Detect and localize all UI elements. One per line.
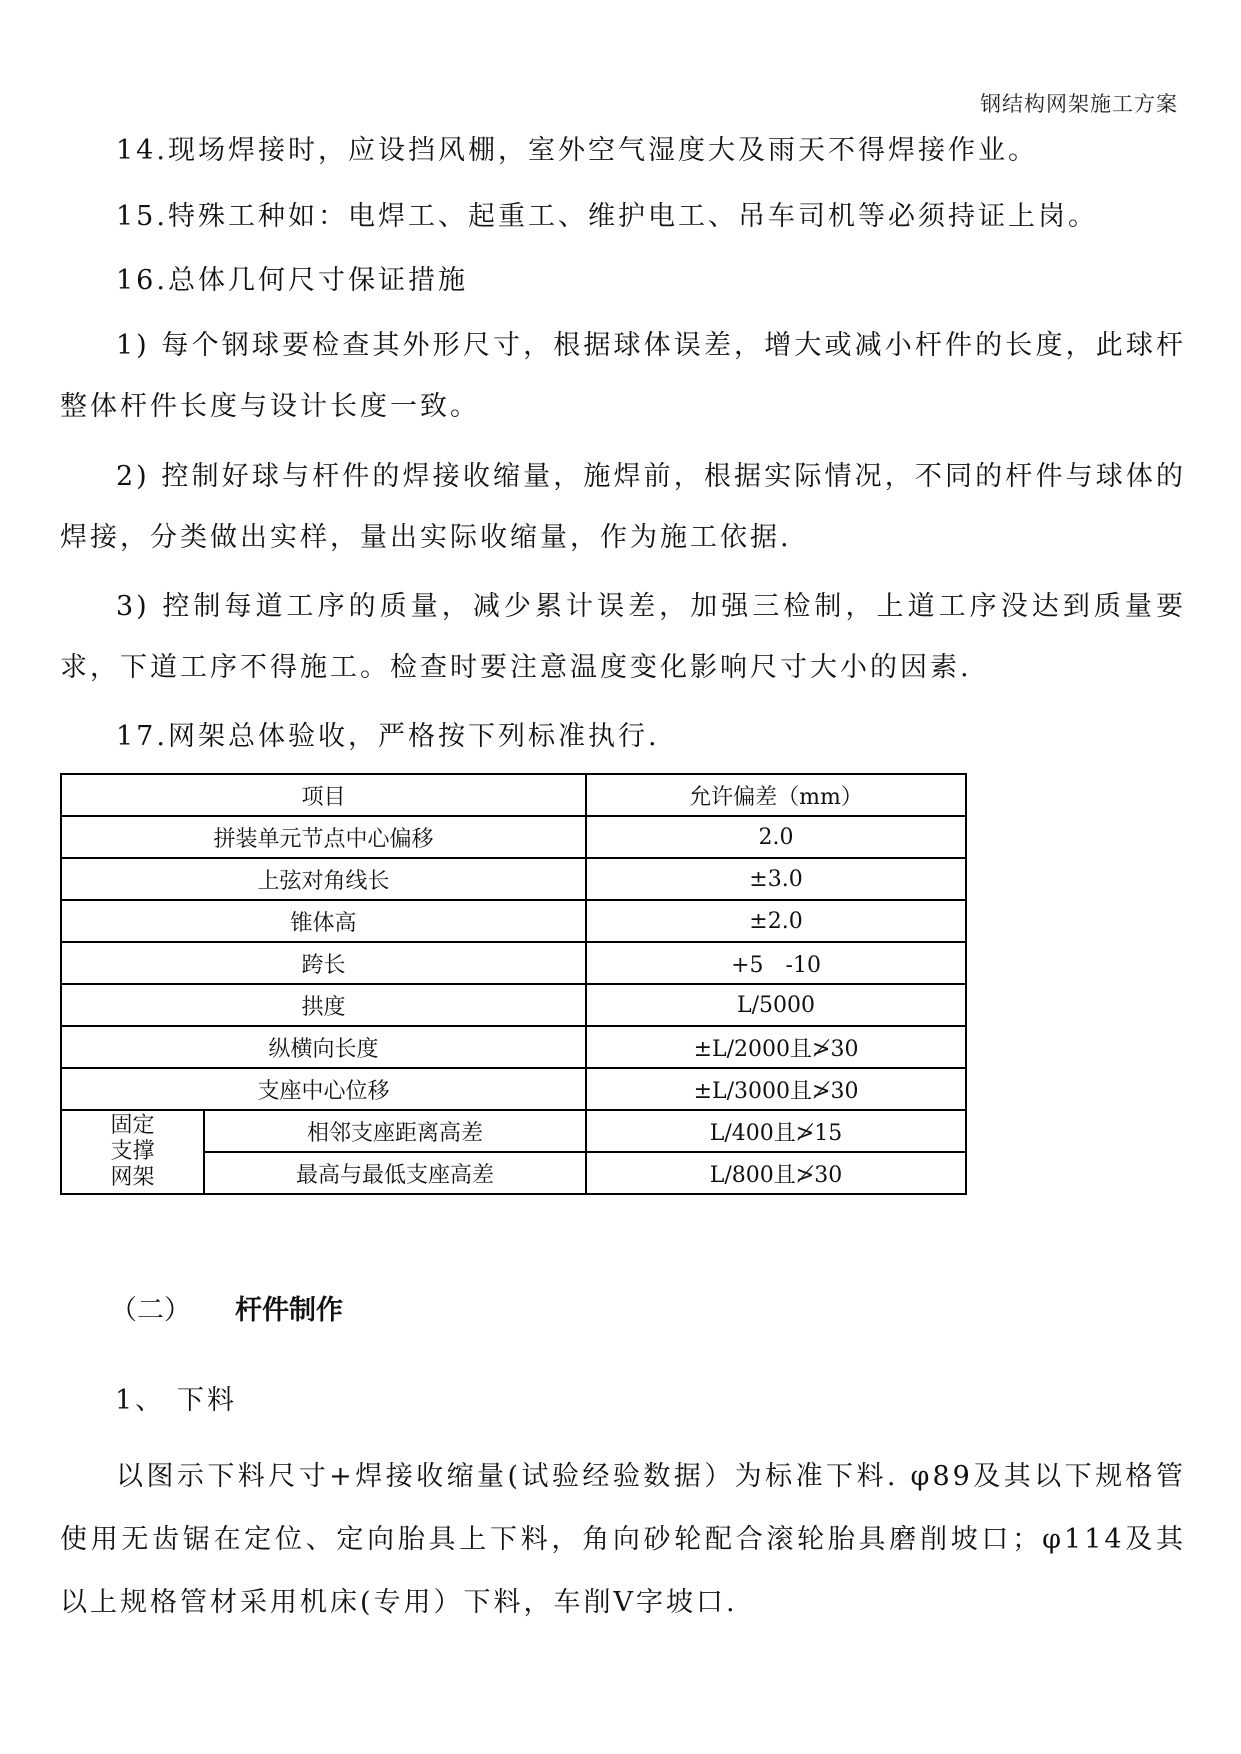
- item-15: 15.特殊工种如：电焊工、起重工、维护电工、吊车司机等必须持证上岗。: [116, 201, 1098, 232]
- table-row: [61, 858, 966, 900]
- table-row: [61, 900, 966, 942]
- running-header: 钢结构网架施工方案: [980, 92, 1178, 116]
- item-16: 16.总体几何尺寸保证措施: [116, 265, 468, 296]
- body-paragraph: 以图示下料尺寸+焊接收缩量(试验经验数据）为标准下料. φ89及其以下规格管使用无齿锯在定位、定向胎具上下料，角向砂轮配合滚轮胎具磨削坡口；φ114及其以上规格管材采用机床(专用）下料，车削V字坡口.: [60, 1461, 1186, 1618]
- row-item: 纵横向长度: [61, 1026, 586, 1068]
- table-row: [61, 1068, 966, 1110]
- header-tolerance: 允许偏差（mm）: [586, 774, 966, 816]
- item-17: 17.网架总体验收，严格按下列标准执行.: [116, 721, 660, 752]
- row-tolerance: L/800且≯30: [586, 1152, 966, 1194]
- row-item: 相邻支座距离高差: [204, 1110, 586, 1152]
- header-item: 项目: [61, 774, 586, 816]
- row-tolerance: L/400且≯15: [586, 1110, 966, 1152]
- row-item: 跨长: [61, 942, 586, 984]
- acceptance-table: [60, 773, 967, 1195]
- section-number: （二）: [110, 1295, 191, 1326]
- row-item: 支座中心位移: [61, 1068, 586, 1110]
- table-row: [61, 1026, 966, 1068]
- item-16-1: 1) 每个钢球要检查其外形尺寸，根据球体误差，增大或减小杆件的长度，此球杆整体杆件长度与设计长度一致。: [60, 330, 1186, 422]
- item-14: 14.现场焊接时，应设挡风棚，室外空气湿度大及雨天不得焊接作业。: [116, 135, 1038, 166]
- row-tolerance: ±L/2000且≯30: [586, 1026, 966, 1068]
- row-tolerance: L/5000: [586, 984, 966, 1026]
- group-label: 固定 支撑 网架: [61, 1110, 204, 1194]
- table-row: [61, 942, 966, 984]
- row-tolerance: ±2.0: [586, 900, 966, 942]
- row-tolerance: ±3.0: [586, 858, 966, 900]
- item-16-3: 3) 控制每道工序的质量，减少累计误差，加强三检制，上道工序没达到质量要求，下道工序不得施工。检查时要注意温度变化影响尺寸大小的因素.: [60, 591, 1186, 683]
- item-16-2: 2) 控制好球与杆件的焊接收缩量，施焊前，根据实际情况，不同的杆件与球体的焊接，分类做出实样，量出实际收缩量，作为施工依据.: [60, 461, 1186, 553]
- subsection-title: 下料: [177, 1385, 237, 1416]
- section-heading: [110, 1288, 343, 1327]
- section-title: 杆件制作: [235, 1295, 343, 1326]
- row-item: 拼装单元节点中心偏移: [61, 816, 586, 858]
- row-tolerance: 2.0: [586, 816, 966, 858]
- row-tolerance: ±L/3000且≯30: [586, 1068, 966, 1110]
- row-item: 最高与最低支座高差: [204, 1152, 586, 1194]
- subsection-heading: [115, 1378, 237, 1417]
- table-row: [61, 984, 966, 1026]
- subsection-number: 1、: [115, 1385, 166, 1416]
- row-item: 锥体高: [61, 900, 586, 942]
- table-row: [61, 816, 966, 858]
- row-tolerance: +5 -10: [586, 942, 966, 984]
- row-item: 上弦对角线长: [61, 858, 586, 900]
- table-header-row: [61, 774, 966, 816]
- table-row: [61, 1110, 966, 1152]
- row-item: 拱度: [61, 984, 586, 1026]
